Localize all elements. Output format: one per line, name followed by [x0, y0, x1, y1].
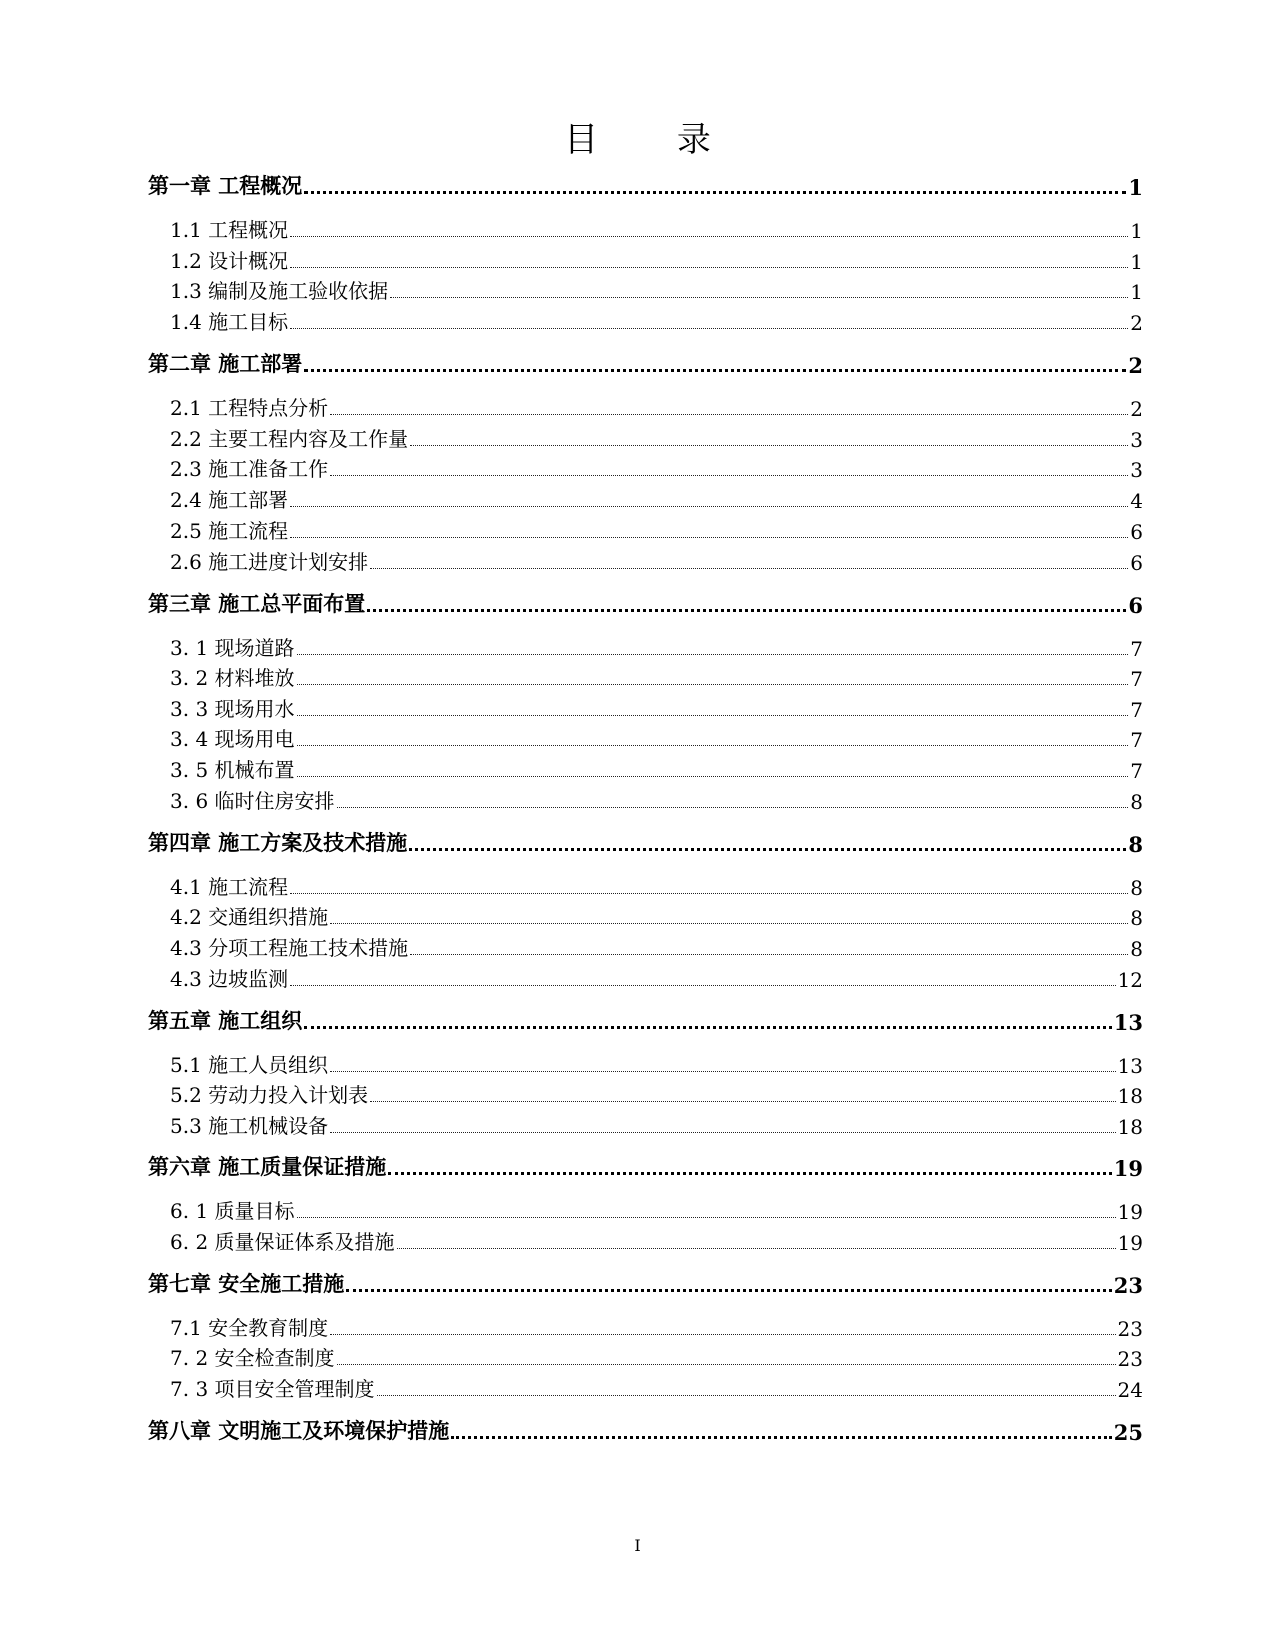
toc-entry-page-number: 24: [1117, 1378, 1143, 1402]
dot-leader: [290, 537, 1128, 538]
toc-section-entry[interactable]: [170, 931, 1143, 961]
toc-entry-label: 2.1 工程特点分析: [170, 396, 329, 420]
toc-entry-label: 3. 3 现场用水: [170, 697, 295, 721]
toc-entry-page-number: 6: [1130, 520, 1143, 544]
toc-section-entry[interactable]: [170, 305, 1143, 335]
toc-entry-page-number: 23: [1117, 1347, 1143, 1371]
toc-section-entry[interactable]: [170, 753, 1143, 783]
toc-section-entry[interactable]: [170, 483, 1143, 513]
dot-leader: [290, 506, 1128, 507]
toc-entry-page-number: 6: [1128, 593, 1143, 618]
dot-leader: [297, 654, 1129, 655]
toc-entry-page-number: 2: [1128, 353, 1143, 378]
toc-section-entry[interactable]: [170, 1311, 1143, 1341]
dot-leader: [330, 414, 1128, 415]
toc-entry-label: 第三章 施工总平面布置: [148, 591, 366, 616]
toc-entry-label: 第八章 文明施工及环境保护措施: [148, 1418, 450, 1443]
toc-entry-label: 4.3 边坡监测: [170, 967, 289, 991]
toc-entry-page-number: 8: [1128, 832, 1143, 857]
toc-section-entry[interactable]: [170, 1372, 1143, 1402]
dot-leader: [297, 745, 1129, 746]
dot-leader: [397, 1248, 1116, 1249]
dot-leader: [367, 609, 1126, 612]
toc-section-entry[interactable]: [170, 1078, 1143, 1108]
toc-section-entry[interactable]: [170, 870, 1143, 900]
toc-section-entry[interactable]: [170, 452, 1143, 482]
dot-leader: [330, 475, 1128, 476]
toc-entry-page-number: 6: [1130, 551, 1143, 575]
toc-section-entry[interactable]: [170, 722, 1143, 752]
toc-entry-label: 1.2 设计概况: [170, 249, 289, 273]
toc-entry-page-number: 4: [1130, 489, 1143, 513]
toc-entry-page-number: 1: [1130, 219, 1143, 243]
dot-leader: [410, 445, 1128, 446]
dot-leader: [330, 1334, 1115, 1335]
dot-leader: [290, 893, 1128, 894]
toc-entry-label: 1.1 工程概况: [170, 218, 289, 242]
dot-leader: [304, 191, 1126, 194]
toc-entry-page-number: 1: [1130, 250, 1143, 274]
toc-entry-label: 1.3 编制及施工验收依据: [170, 279, 389, 303]
toc-entry-label: 4.3 分项工程施工技术措施: [170, 936, 409, 960]
page-number-footer: I: [634, 1536, 641, 1555]
toc-section-entry[interactable]: [170, 545, 1143, 575]
toc-chapter-entry[interactable]: [148, 827, 1143, 857]
toc-entry-label: 3. 2 材料堆放: [170, 666, 295, 690]
toc-section-entry[interactable]: [170, 514, 1143, 544]
toc-section-entry[interactable]: [170, 1048, 1143, 1078]
dot-leader: [304, 369, 1126, 372]
dot-leader: [410, 954, 1128, 955]
toc-entry-label: 7. 3 项目安全管理制度: [170, 1377, 375, 1401]
toc-section-entry[interactable]: [170, 1225, 1143, 1255]
dot-leader: [297, 715, 1129, 716]
toc-entry-page-number: 13: [1117, 1054, 1143, 1078]
dot-leader: [390, 297, 1128, 298]
toc-entry-page-number: 23: [1117, 1317, 1143, 1341]
toc-entry-page-number: 23: [1113, 1273, 1143, 1298]
dot-leader: [330, 923, 1128, 924]
toc-title: 目 录: [564, 120, 745, 160]
toc-entry-label: 第一章 工程概况: [148, 173, 303, 198]
toc-entry-label: 6. 1 质量目标: [170, 1199, 295, 1223]
toc-chapter-entry[interactable]: [148, 1415, 1143, 1445]
toc-entry-page-number: 8: [1130, 937, 1143, 961]
dot-leader: [290, 985, 1115, 986]
toc-entry-label: 7. 2 安全检查制度: [170, 1346, 335, 1370]
toc-entry-label: 第七章 安全施工措施: [148, 1271, 345, 1296]
dot-leader: [297, 1217, 1116, 1218]
dot-leader: [346, 1289, 1111, 1292]
toc-entry-page-number: 8: [1130, 790, 1143, 814]
dot-leader: [297, 684, 1129, 685]
toc-entry-label: 4.1 施工流程: [170, 875, 289, 899]
toc-entry-page-number: 7: [1130, 728, 1143, 752]
toc-entry-page-number: 12: [1117, 968, 1143, 992]
toc-section-entry[interactable]: [170, 784, 1143, 814]
toc-entry-page-number: 2: [1130, 397, 1143, 421]
dot-leader: [451, 1436, 1111, 1439]
toc-chapter-entry[interactable]: [148, 588, 1143, 618]
toc-entry-label: 5.3 施工机械设备: [170, 1114, 329, 1138]
dot-leader: [370, 568, 1128, 569]
toc-entry-page-number: 8: [1130, 876, 1143, 900]
toc-chapter-entry[interactable]: [148, 1268, 1143, 1298]
toc-section-entry[interactable]: [170, 692, 1143, 722]
toc-entry-page-number: 2: [1130, 311, 1143, 335]
dot-leader: [290, 236, 1128, 237]
toc-section-entry[interactable]: [170, 900, 1143, 930]
dot-leader: [330, 1132, 1115, 1133]
toc-entry-page-number: 13: [1113, 1010, 1143, 1035]
toc-chapter-entry[interactable]: [148, 1151, 1143, 1181]
dot-leader: [337, 1364, 1116, 1365]
toc-entry-page-number: 1: [1128, 175, 1143, 200]
toc-entry-page-number: 7: [1130, 667, 1143, 691]
toc-entry-page-number: 1: [1130, 280, 1143, 304]
toc-section-entry[interactable]: [170, 631, 1143, 661]
toc-entry-page-number: 3: [1130, 458, 1143, 482]
toc-entry-label: 2.6 施工进度计划安排: [170, 550, 369, 574]
toc-entry-page-number: 19: [1113, 1156, 1143, 1181]
dot-leader: [297, 776, 1129, 777]
toc-section-entry[interactable]: [170, 391, 1143, 421]
dot-leader: [337, 807, 1129, 808]
dot-leader: [304, 1026, 1111, 1029]
toc-entry-page-number: 18: [1117, 1084, 1143, 1108]
toc-entry-page-number: 25: [1113, 1420, 1143, 1445]
toc-section-entry[interactable]: [170, 1194, 1143, 1224]
toc-chapter-entry[interactable]: [148, 1005, 1143, 1035]
dot-leader: [409, 848, 1126, 851]
toc-entry-label: 2.2 主要工程内容及工作量: [170, 427, 409, 451]
toc-section-entry[interactable]: [170, 274, 1143, 304]
dot-leader: [388, 1172, 1111, 1175]
toc-entry-label: 5.1 施工人员组织: [170, 1053, 329, 1077]
toc-section-entry[interactable]: [170, 422, 1143, 452]
toc-entry-label: 第六章 施工质量保证措施: [148, 1154, 387, 1179]
toc-entry-page-number: 8: [1130, 906, 1143, 930]
toc-entry-label: 第五章 施工组织: [148, 1008, 303, 1033]
toc-entry-page-number: 19: [1117, 1200, 1143, 1224]
toc-entry-label: 4.2 交通组织措施: [170, 905, 329, 929]
toc-entry-page-number: 19: [1117, 1231, 1143, 1255]
toc-entry-label: 2.3 施工准备工作: [170, 457, 329, 481]
toc-entry-label: 6. 2 质量保证体系及措施: [170, 1230, 395, 1254]
toc-section-entry[interactable]: [170, 661, 1143, 691]
toc-entry-label: 1.4 施工目标: [170, 310, 289, 334]
toc-entry-label: 3. 6 临时住房安排: [170, 789, 335, 813]
toc-section-entry[interactable]: [170, 1341, 1143, 1371]
toc-entry-label: 3. 5 机械布置: [170, 758, 295, 782]
toc-chapter-entry[interactable]: [148, 348, 1143, 378]
toc-entry-label: 2.5 施工流程: [170, 519, 289, 543]
toc-entry-label: 7.1 安全教育制度: [170, 1316, 329, 1340]
toc-entry-page-number: 7: [1130, 637, 1143, 661]
toc-entry-label: 第二章 施工部署: [148, 351, 303, 376]
toc-entry-label: 3. 1 现场道路: [170, 636, 295, 660]
dot-leader: [370, 1101, 1115, 1102]
toc-entry-page-number: 7: [1130, 759, 1143, 783]
toc-section-entry[interactable]: [170, 962, 1143, 992]
toc-section-entry[interactable]: [170, 244, 1143, 274]
toc-entry-label: 5.2 劳动力投入计划表: [170, 1083, 369, 1107]
dot-leader: [290, 328, 1128, 329]
toc-entry-label: 3. 4 现场用电: [170, 727, 295, 751]
toc-entry-page-number: 7: [1130, 698, 1143, 722]
toc-section-entry[interactable]: [170, 213, 1143, 243]
toc-entry-label: 2.4 施工部署: [170, 488, 289, 512]
toc-entry-page-number: 3: [1130, 428, 1143, 452]
toc-entry-page-number: 18: [1117, 1115, 1143, 1139]
toc-chapter-entry[interactable]: [148, 170, 1143, 200]
dot-leader: [377, 1395, 1116, 1396]
dot-leader: [330, 1071, 1115, 1072]
toc-entry-label: 第四章 施工方案及技术措施: [148, 830, 408, 855]
dot-leader: [290, 267, 1128, 268]
toc-section-entry[interactable]: [170, 1109, 1143, 1139]
